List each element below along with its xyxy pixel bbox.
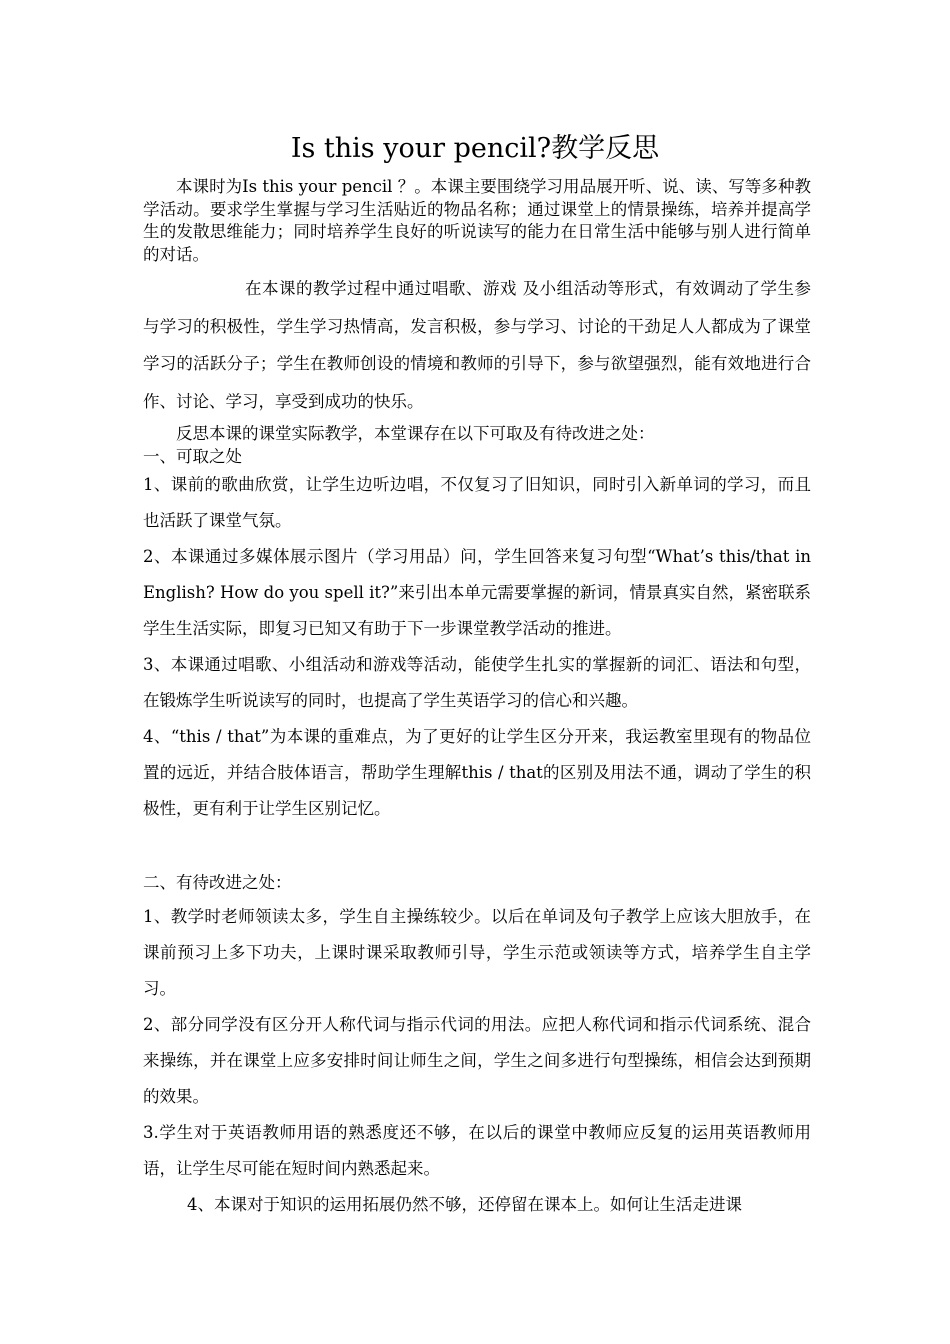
section-heading-improvements: 二、有待改进之处： <box>143 873 292 892</box>
strengths-list <box>143 467 811 827</box>
list-item: 2、部分同学没有区分开人称代词与指示代词的用法。应把人称代词和指示代词系统、混合来操练，并在课堂上应多安排时间让师生之间，学生之间多进行句型操练，相信会达到预期的效果。 <box>143 1015 811 1106</box>
section-heading-strengths: 一、可取之处 <box>143 447 242 466</box>
improvements-list <box>143 899 811 1223</box>
list-item: 4、“this / that”为本课的重难点，为了更好的让学生区分开来，我运教室里现有的物品位置的远近，并结合肢体语言，帮助学生理解this / that的区别及用法不通，调动了学生的积极性，更有利于让学生区别记忆。 <box>143 727 811 818</box>
list-item: 1、教学时老师领读太多，学生自主操练较少。以后在单词及句子教学上应该大胆放手，在课前预习上多下功夫，上课时课采取教师引导，学生示范或领读等方式，培养学生自主学习。 <box>143 907 811 998</box>
list-item: 1、课前的歌曲欣赏，让学生边听边唱，不仅复习了旧知识，同时引入新单词的学习，而且也活跃了课堂气氛。 <box>143 475 811 530</box>
reflection-intro: 反思本课的课堂实际教学，本堂课存在以下可取及有待改进之处： <box>176 424 655 443</box>
intro-paragraph: 本课时为Is this your pencil ？。本课主要围绕学习用品展开听、说、读、写等多种教学活动。要求学生掌握与学习生活贴近的物品名称；通过课堂上的情景操练，培养并提高学生的发散思维能力；同时培养学生良好的听说读写的能力在日常生活中能够与别人进行简单的对话。 <box>143 177 811 264</box>
list-item: 2、本课通过多媒体展示图片（学习用品）问，学生回答来复习句型“What’s this/that in English? How do you spell it?”来引出本单元需要掌握的新词，情景真实自然，紧密联系学生生活实际，即复习已知又有助于下一步课堂教学活动的推进。 <box>143 547 811 638</box>
list-item: 3、本课通过唱歌、小组活动和游戏等活动，能使学生扎实的掌握新的词汇、语法和句型，在锻炼学生听说读写的同时，也提高了学生英语学习的信心和兴趣。 <box>143 655 811 710</box>
document-title: Is this your pencil?教学反思 <box>290 133 660 164</box>
process-paragraph: 在本课的教学过程中通过唱歌、游戏 及小组活动等形式，有效调动了学生参与学习的积极性，学生学习热情高，发言积极，参与学习、讨论的干劲足人人都成为了课堂学习的活跃分子；学生在教师创设的情境和教师的引导下，参与欲望强烈，能有效地进行合作、讨论、学习，享受到成功的快乐。 <box>143 279 811 411</box>
list-item: 3.学生对于英语教师用语的熟悉度还不够，在以后的课堂中教师应反复的运用英语教师用语，让学生尽可能在短时间内熟悉起来。 <box>143 1123 811 1178</box>
list-item: 4、本课对于知识的运用拓展仍然不够，还停留在课本上。如何让生活走进课 <box>187 1195 742 1214</box>
